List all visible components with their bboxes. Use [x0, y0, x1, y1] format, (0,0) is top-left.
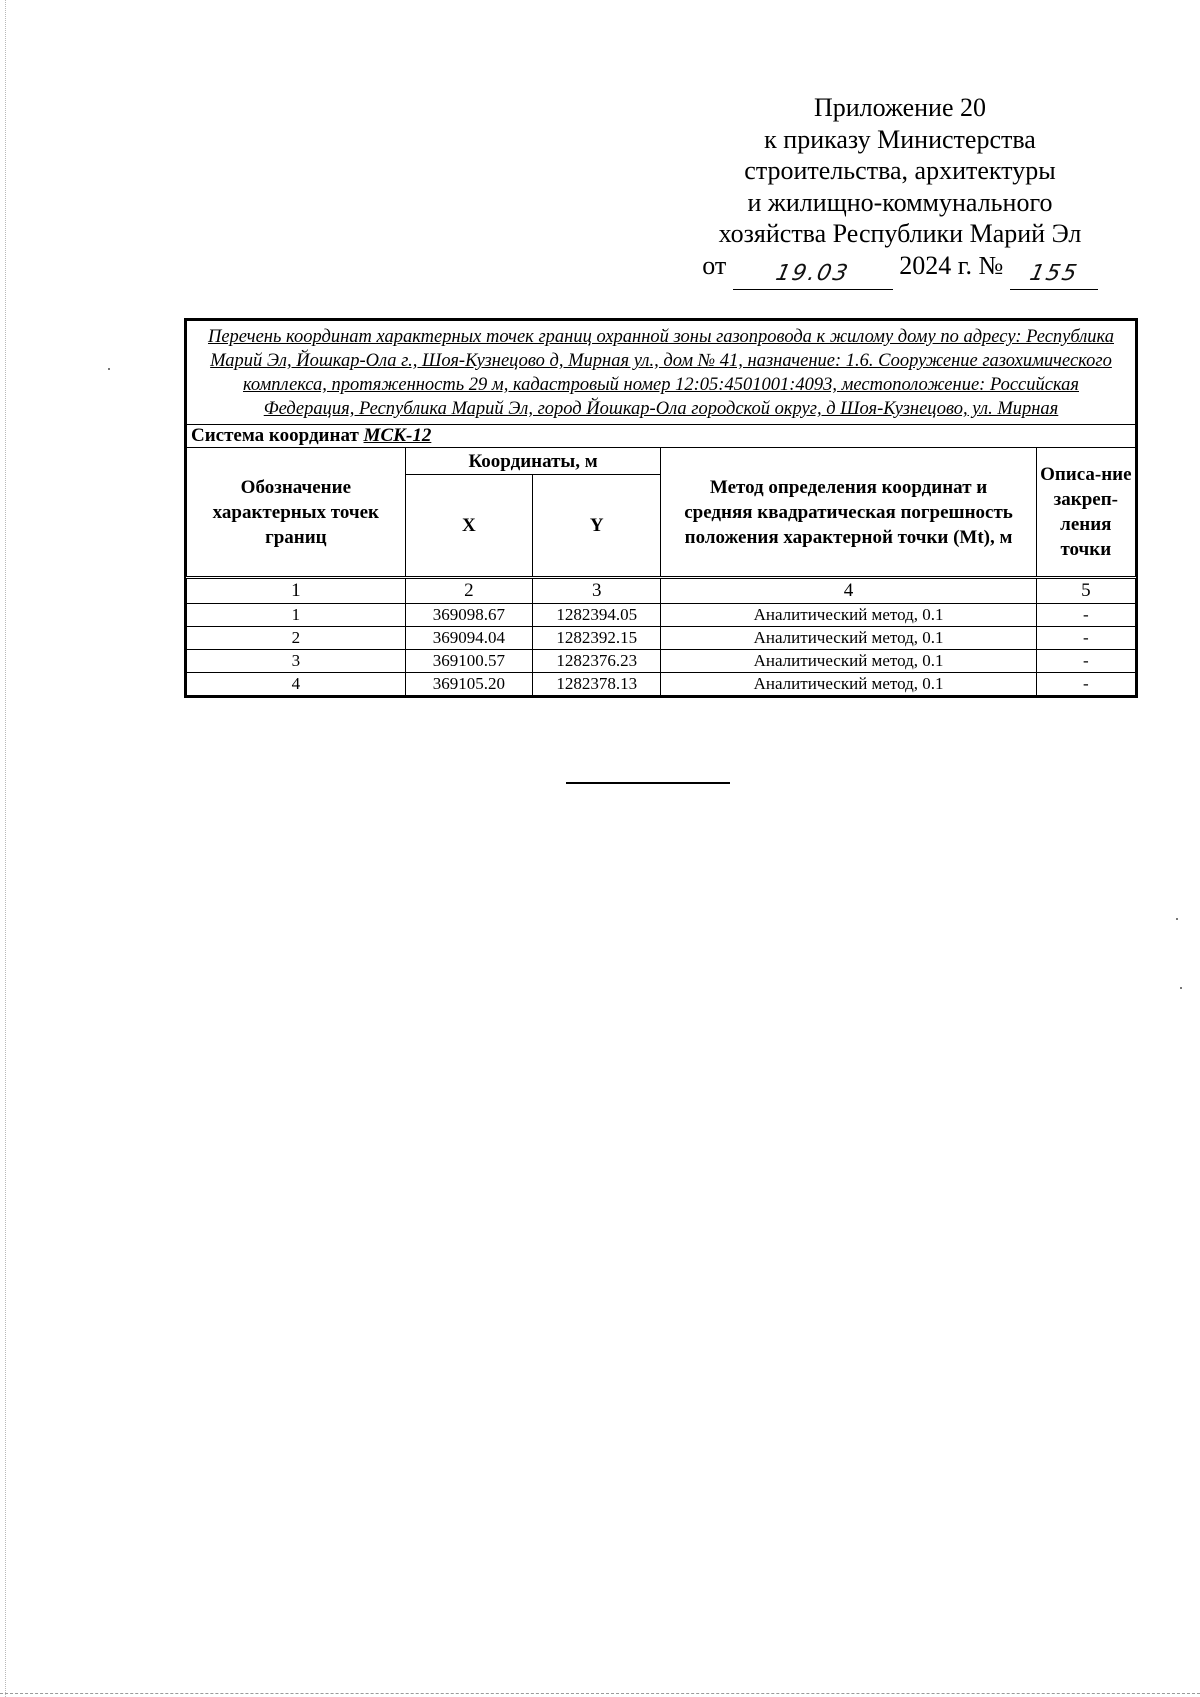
- appendix-number: Приложение 20: [813, 93, 987, 122]
- scan-edge-left: [5, 0, 6, 1697]
- coordinates-table: [186, 320, 1136, 696]
- column-number-1: 1: [187, 578, 406, 604]
- header-method: Метод определения координат и средняя квадратическая погрешность положения характерной точки (Mt), м: [661, 448, 1036, 578]
- fixing-description: -: [1036, 604, 1135, 627]
- table-row: [187, 650, 1136, 673]
- point-number: 2: [187, 627, 406, 650]
- table-row: [187, 604, 1136, 627]
- column-number-5: 5: [1036, 578, 1135, 604]
- coord-x: 369098.67: [405, 604, 532, 627]
- coord-y: 1282378.13: [533, 673, 661, 696]
- ministry-line-1: строительства, архитектуры: [744, 156, 1056, 185]
- point-number: 1: [187, 604, 406, 627]
- coordinates-table-frame: [184, 318, 1138, 698]
- order-reference: к приказу Министерства: [764, 124, 1036, 154]
- coord-y: 1282394.05: [533, 604, 661, 627]
- scan-speck: [1176, 918, 1178, 920]
- column-number-2: 2: [405, 578, 532, 604]
- header-coordinates: Координаты, м: [405, 448, 661, 475]
- coordinate-system-value: МСК-12: [363, 425, 432, 446]
- from-label: от: [702, 250, 727, 280]
- coord-y: 1282376.23: [533, 650, 661, 673]
- method-accuracy: Аналитический метод, 0.1: [661, 627, 1036, 650]
- coord-y: 1282392.15: [533, 627, 661, 650]
- method-accuracy: Аналитический метод, 0.1: [661, 650, 1036, 673]
- handwritten-date: 19.03: [773, 260, 852, 286]
- header-x: X: [405, 475, 532, 578]
- appendix-header: [680, 92, 1120, 290]
- coordinate-system: [187, 425, 1136, 448]
- scan-edge-bottom: [0, 1693, 1200, 1694]
- point-number: 3: [187, 650, 406, 673]
- fixing-description: -: [1036, 650, 1135, 673]
- scan-speck: [1180, 987, 1182, 989]
- fixing-description: -: [1036, 673, 1135, 696]
- table-row: [187, 627, 1136, 650]
- order-date-line: [680, 250, 1120, 290]
- header-description: Описа-ние закреп-ления точки: [1036, 448, 1135, 578]
- header-designation: Обозначение характерных точек границ: [187, 448, 406, 578]
- method-accuracy: Аналитический метод, 0.1: [661, 604, 1036, 627]
- order-date-field: [733, 261, 893, 290]
- coord-x: 369105.20: [405, 673, 532, 696]
- year-number-label: 2024 г. №: [899, 250, 1004, 280]
- scan-speck: [108, 368, 110, 370]
- point-number: 4: [187, 673, 406, 696]
- ministry-line-3: хозяйства Республики Марий Эл: [718, 219, 1082, 248]
- coord-x: 369100.57: [405, 650, 532, 673]
- fixing-description: -: [1036, 627, 1135, 650]
- table-title: Перечень координат характерных точек границ охранной зоны газопровода к жилому дому по адресу: Республика Марий Эл, Йошкар-Ола г., Шоя-Кузнецово д, Мирная ул., дом № 41, назначение: 1.6. Сооружение газохимического комплекса, протяженность 29 м, кадастровый номер 12:05:4501001:4093, местоположение: Российская Федерация, Республика Марий Эл, город Йошкар-Ола городской округ, д Шоя-Кузнецово, ул. Мирная: [187, 321, 1136, 425]
- coord-x: 369094.04: [405, 627, 532, 650]
- ministry-line-2: и жилищно-коммунального: [747, 187, 1053, 217]
- end-of-document-rule: [566, 782, 730, 784]
- table-row: [187, 673, 1136, 696]
- coordinate-system-label: Система координат: [191, 425, 359, 446]
- column-number-3: 3: [533, 578, 661, 604]
- method-accuracy: Аналитический метод, 0.1: [661, 673, 1036, 696]
- column-number-4: 4: [661, 578, 1036, 604]
- handwritten-number: 155: [1027, 260, 1081, 286]
- header-y: Y: [533, 475, 661, 578]
- order-number-field: [1010, 261, 1098, 290]
